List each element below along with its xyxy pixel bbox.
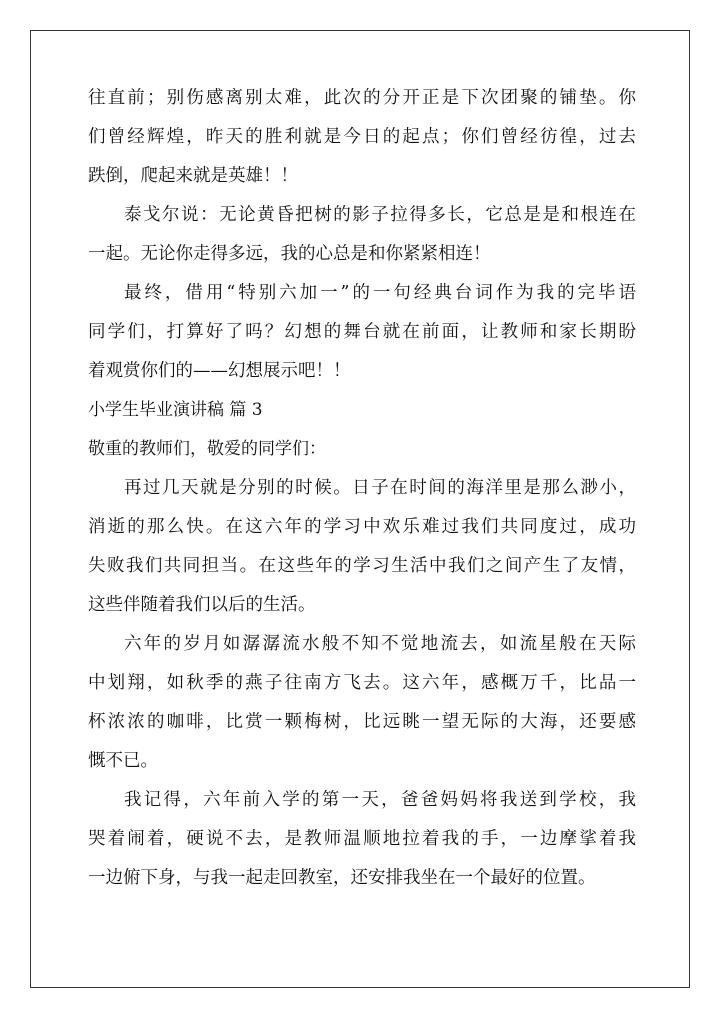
- text-line: 一边俯下身，与我一起走回教室，还安排我坐在一个最好的位置。: [88, 868, 596, 888]
- document-body: [88, 88, 636, 907]
- text-line: 最终，借用“特别六加一”的一句经典台词作为我的完毕语: [124, 283, 636, 303]
- text-line: 着观赏你们的——幻想展示吧！！: [88, 361, 351, 381]
- paragraph: [88, 283, 636, 381]
- section-title: 小学生毕业演讲稿 篇 3: [88, 400, 263, 420]
- text-line: 这些伴随着我们以后的生活。: [88, 595, 316, 615]
- paragraph: [88, 634, 636, 771]
- paragraph: [88, 205, 636, 264]
- text-line: 消逝的那么快。在这六年的学习中欢乐难过我们共同度过，成功: [88, 517, 636, 537]
- paragraph: [88, 790, 636, 888]
- text-line: 杯浓浓的咖啡，比赏一颗梅树，比远眺一望无际的大海，还要感: [88, 712, 636, 732]
- text-line: 同学们，打算好了吗？幻想的舞台就在前面，让教师和家长期盼: [88, 322, 636, 342]
- text-line: 慨不已。: [88, 751, 158, 771]
- text-line: 中划翔，如秋季的燕子往南方飞去。这六年，感概万千，比品一: [88, 673, 636, 693]
- text-line: 跌倒，爬起来就是英雄！！: [88, 166, 298, 186]
- text-line: 再过几天就是分别的时候。日子在时间的海洋里是那么渺小，: [124, 478, 636, 498]
- text-line: 一起。无论你走得多远，我的心总是和你紧紧相连！: [88, 244, 491, 264]
- text-line: 往直前；别伤感离别太难，此次的分开正是下次团聚的铺垫。你: [88, 88, 636, 108]
- paragraph: [88, 478, 636, 615]
- text-line: 们曾经辉煌，昨天的胜利就是今日的起点；你们曾经彷徨，过去: [88, 127, 636, 147]
- text-line: 六年的岁月如潺潺流水般不知不觉地流去，如流星般在天际: [124, 634, 636, 654]
- text-line: 泰戈尔说：无论黄昏把树的影子拉得多长，它总是是和根连在: [124, 205, 636, 225]
- text-line: 我记得，六年前入学的第一天，爸爸妈妈将我送到学校，我: [124, 790, 636, 810]
- text-line: 失败我们共同担当。在这些年的学习生活中我们之间产生了友情，: [88, 556, 636, 576]
- paragraph: [88, 88, 636, 186]
- text-line: 哭着闹着，硬说不去，是教师温顺地拉着我的手，一边摩挲着我: [88, 829, 636, 849]
- salutation: 敬重的教师们，敬爱的同学们：: [88, 439, 326, 459]
